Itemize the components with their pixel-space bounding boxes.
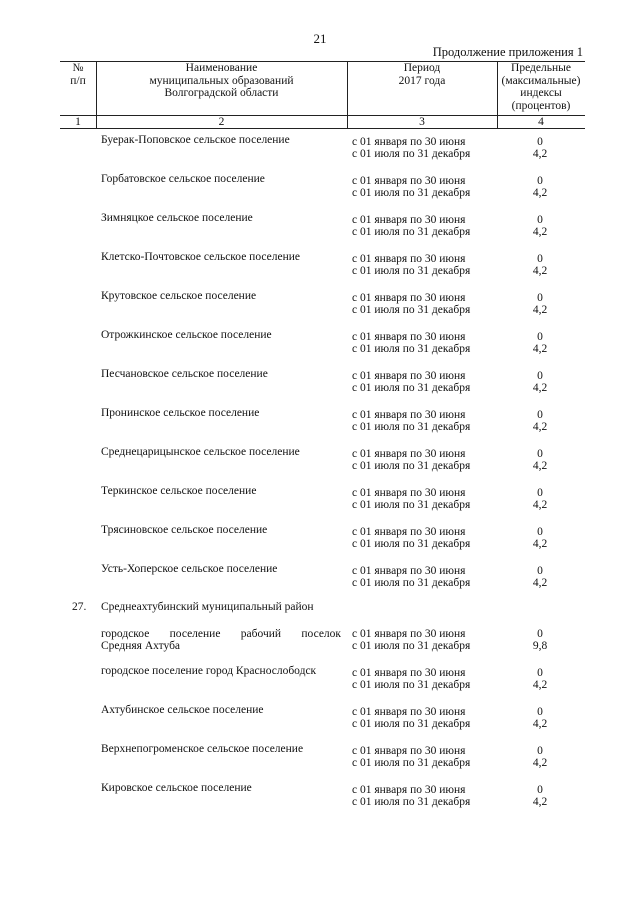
- index-value-second-half: 4,2: [532, 226, 548, 238]
- municipality-name: Трясиновское сельское поселение: [101, 524, 268, 536]
- municipality-name: Усть-Хоперское сельское поселение: [101, 563, 278, 575]
- header-indices: Предельные (максимальные) индексы (процентов): [501, 62, 581, 112]
- period-first-half: с 01 января по 30 июня: [352, 565, 466, 577]
- period-second-half: с 01 июля по 31 декабря: [352, 718, 471, 730]
- municipality-name: Зимняцкое сельское поселение: [101, 212, 253, 224]
- period-first-half: с 01 января по 30 июня: [352, 331, 466, 343]
- index-value-second-half: 9,8: [532, 640, 548, 652]
- period-first-half: с 01 января по 30 июня: [352, 487, 466, 499]
- index-value-second-half: 4,2: [532, 187, 548, 199]
- index-value-second-half: 4,2: [532, 421, 548, 433]
- index-value-second-half: 4,2: [532, 343, 548, 355]
- index-value-first-half: 0: [537, 487, 543, 499]
- period-first-half: с 01 января по 30 июня: [352, 745, 466, 757]
- index-value-first-half: 0: [537, 253, 543, 265]
- index-value-first-half: 0: [537, 448, 543, 460]
- index-value-second-half: 4,2: [532, 757, 548, 769]
- period-first-half: с 01 января по 30 июня: [352, 214, 466, 226]
- index-value-second-half: 4,2: [532, 499, 548, 511]
- header-number: № п/п: [70, 62, 86, 87]
- period-first-half: с 01 января по 30 июня: [352, 292, 466, 304]
- column-number-2: 2: [218, 116, 225, 128]
- municipality-name: Кировское сельское поселение: [101, 782, 252, 794]
- index-value-first-half: 0: [537, 136, 543, 148]
- period-first-half: с 01 января по 30 июня: [352, 175, 466, 187]
- period-second-half: с 01 июля по 31 декабря: [352, 499, 471, 511]
- municipality-name: Отрожкинское сельское поселение: [101, 329, 272, 341]
- municipality-name: Теркинское сельское поселение: [101, 485, 257, 497]
- municipality-name-line-2: Средняя Ахтуба: [101, 640, 181, 652]
- index-value-first-half: 0: [537, 745, 543, 757]
- period-second-half: с 01 июля по 31 декабря: [352, 343, 471, 355]
- period-second-half: с 01 июля по 31 декабря: [352, 304, 471, 316]
- municipality-name-line-1: городское поселение рабочий поселок: [101, 628, 341, 640]
- municipality-name: Среднецарицынское сельское поселение: [101, 446, 300, 458]
- period-second-half: с 01 июля по 31 декабря: [352, 226, 471, 238]
- period-first-half: с 01 января по 30 июня: [352, 370, 466, 382]
- municipality-name: Крутовское сельское поселение: [101, 290, 257, 302]
- index-value-second-half: 4,2: [532, 538, 548, 550]
- period-second-half: с 01 июля по 31 декабря: [352, 460, 471, 472]
- column-number-3: 3: [419, 116, 425, 128]
- continuation-note: Продолжение приложения 1: [432, 45, 583, 59]
- period-first-half: с 01 января по 30 июня: [352, 409, 466, 421]
- district-title: Среднеахтубинский муниципальный район: [101, 601, 314, 613]
- period-second-half: с 01 июля по 31 декабря: [352, 421, 471, 433]
- district-number: 27.: [72, 601, 87, 613]
- index-value-first-half: 0: [537, 331, 543, 343]
- municipality-name: Клетско-Почтовское сельское поселение: [101, 251, 300, 263]
- page-number: 21: [313, 31, 327, 46]
- period-second-half: с 01 июля по 31 декабря: [352, 265, 471, 277]
- index-value-first-half: 0: [537, 526, 543, 538]
- index-value-first-half: 0: [537, 565, 543, 577]
- period-first-half: с 01 января по 30 июня: [352, 628, 466, 640]
- municipality-name: Песчановское сельское поселение: [101, 368, 268, 380]
- period-second-half: с 01 июля по 31 декабря: [352, 577, 471, 589]
- municipality-name: городское поселение город Краснослободск: [101, 665, 317, 677]
- index-value-second-half: 4,2: [532, 796, 548, 808]
- period-second-half: с 01 июля по 31 декабря: [352, 187, 471, 199]
- index-value-second-half: 4,2: [532, 265, 548, 277]
- period-first-half: с 01 января по 30 июня: [352, 136, 466, 148]
- period-first-half: с 01 января по 30 июня: [352, 706, 466, 718]
- municipality-name: Горбатовское сельское поселение: [101, 173, 265, 185]
- index-value-first-half: 0: [537, 628, 543, 640]
- municipality-name: Верхнепогроменское сельское поселение: [101, 743, 304, 755]
- index-value-first-half: 0: [537, 706, 543, 718]
- index-value-second-half: 4,2: [532, 304, 548, 316]
- municipality-name: Пронинское сельское поселение: [101, 407, 260, 419]
- index-value-second-half: 4,2: [532, 382, 548, 394]
- index-value-first-half: 0: [537, 175, 543, 187]
- index-value-second-half: 4,2: [532, 679, 548, 691]
- period-first-half: с 01 января по 30 июня: [352, 667, 466, 679]
- index-value-first-half: 0: [537, 292, 543, 304]
- period-second-half: с 01 июля по 31 декабря: [352, 640, 471, 652]
- index-value-second-half: 4,2: [532, 460, 548, 472]
- index-value-first-half: 0: [537, 214, 543, 226]
- period-first-half: с 01 января по 30 июня: [352, 253, 466, 265]
- period-first-half: с 01 января по 30 июня: [352, 448, 466, 460]
- period-second-half: с 01 июля по 31 декабря: [352, 148, 471, 160]
- index-value-first-half: 0: [537, 409, 543, 421]
- municipality-name: Буерак-Поповское сельское поселение: [101, 134, 290, 146]
- period-second-half: с 01 июля по 31 декабря: [352, 757, 471, 769]
- header-period: Период 2017 года: [398, 62, 446, 87]
- period-second-half: с 01 июля по 31 декабря: [352, 679, 471, 691]
- period-second-half: с 01 июля по 31 декабря: [352, 382, 471, 394]
- index-value-first-half: 0: [537, 784, 543, 796]
- index-value-second-half: 4,2: [532, 718, 548, 730]
- index-value-first-half: 0: [537, 667, 543, 679]
- period-second-half: с 01 июля по 31 декабря: [352, 796, 471, 808]
- index-value-second-half: 4,2: [532, 148, 548, 160]
- index-value-second-half: 4,2: [532, 577, 548, 589]
- period-first-half: с 01 января по 30 июня: [352, 784, 466, 796]
- column-number-1: 1: [75, 116, 81, 128]
- column-number-4: 4: [538, 116, 544, 128]
- index-value-first-half: 0: [537, 370, 543, 382]
- period-first-half: с 01 января по 30 июня: [352, 526, 466, 538]
- period-second-half: с 01 июля по 31 декабря: [352, 538, 471, 550]
- header-name: Наименование муниципальных образований Волгоградской области: [149, 62, 294, 99]
- municipality-name: Ахтубинское сельское поселение: [101, 704, 264, 716]
